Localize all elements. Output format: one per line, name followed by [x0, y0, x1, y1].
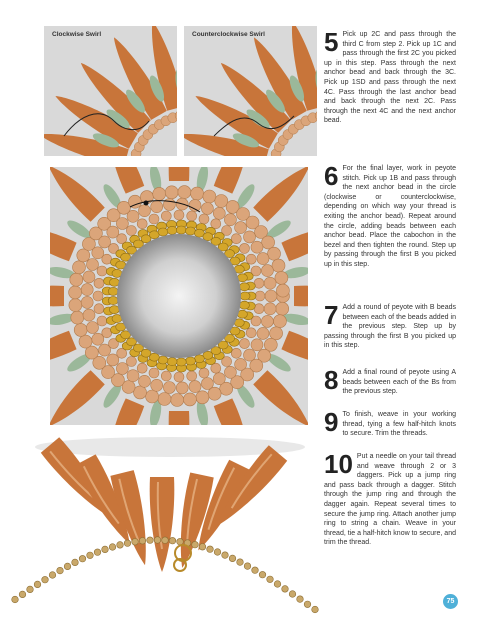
- chain-bead: [34, 581, 41, 588]
- bead: [276, 302, 289, 315]
- step-number: 6: [324, 161, 339, 191]
- bead: [261, 315, 273, 327]
- step-9: [324, 407, 456, 439]
- cabochon: [117, 234, 241, 358]
- chain-bead: [312, 606, 319, 613]
- bead: [94, 304, 104, 314]
- dagger: [169, 411, 190, 425]
- step-text: Add a final round of peyote using A beads between each of the Bs from the previous step.: [342, 369, 456, 396]
- chain-bead: [79, 555, 86, 562]
- gold-bead: [108, 287, 118, 295]
- bead: [203, 190, 216, 203]
- chain-bead: [102, 546, 109, 553]
- bead: [69, 286, 82, 299]
- bead: [199, 214, 209, 224]
- step-number: 8: [324, 365, 339, 395]
- bead: [183, 393, 196, 406]
- bead: [262, 236, 275, 249]
- bead: [74, 323, 87, 336]
- step-text: For the final layer, work in peyote stitch. Pick up 1B and pass through the next anchor bead in the circle (clockwise or counterclockwise, depending on which way your thread is exiting the anchor bead). Repeat around the circle, adding beads between each anchor bead. Place the cabochon in the bezel and then tighten the round. Step up by passing through the first B you picked up in this step.: [324, 165, 456, 268]
- bead: [213, 207, 225, 219]
- bead: [83, 271, 95, 283]
- gold-bead: [167, 226, 177, 234]
- chain-bead: [147, 537, 154, 544]
- bead: [151, 201, 163, 213]
- chain-bead: [214, 549, 221, 556]
- bead: [171, 394, 184, 407]
- bead: [276, 284, 289, 297]
- chain-bead: [132, 539, 139, 546]
- bead: [224, 214, 236, 226]
- bead: [235, 222, 247, 234]
- bead: [97, 266, 107, 276]
- chain-bead: [162, 537, 169, 544]
- bead: [187, 211, 197, 221]
- bead: [270, 327, 283, 340]
- bead: [70, 273, 83, 286]
- bead: [246, 328, 256, 338]
- bead: [137, 219, 147, 229]
- bead: [213, 373, 225, 385]
- bead: [137, 363, 147, 373]
- gold-bead: [167, 358, 177, 366]
- bead: [69, 299, 82, 312]
- chain-bead: [94, 549, 101, 556]
- bezel-illustration-panel: [50, 167, 308, 425]
- bead: [176, 382, 188, 394]
- step-10: [324, 449, 456, 548]
- bead: [174, 372, 184, 382]
- bead: [163, 382, 175, 394]
- chain-bead: [207, 546, 214, 553]
- bead: [199, 368, 209, 378]
- clockwise-label: Clockwise Swirl: [52, 31, 102, 38]
- chain-bead: [57, 567, 64, 574]
- bead: [251, 339, 263, 351]
- chain-bead: [109, 544, 116, 551]
- bead: [189, 381, 201, 393]
- chain-bead: [282, 586, 289, 593]
- bead: [126, 226, 136, 236]
- step-number: 10: [324, 449, 353, 479]
- bead: [73, 261, 86, 274]
- dagger: [150, 477, 175, 572]
- bead: [265, 290, 277, 302]
- chain-bead: [169, 537, 176, 544]
- bead: [77, 249, 90, 262]
- clockwise-swirl-panel: [44, 26, 177, 156]
- bead: [71, 311, 84, 324]
- dagger: [50, 286, 64, 307]
- gold-bead: [239, 301, 249, 309]
- counterclockwise-swirl-panel: [184, 26, 317, 156]
- gold-bead: [240, 292, 250, 300]
- chain-bead: [19, 591, 26, 598]
- chain-bead: [222, 552, 229, 559]
- bead: [275, 271, 288, 284]
- bead: [153, 187, 166, 200]
- chain-bead: [297, 596, 304, 603]
- chain-bead: [192, 541, 199, 548]
- chain-bead: [12, 596, 19, 603]
- step-7: [324, 300, 456, 351]
- counterclockwise-swirl-illustration: [184, 26, 317, 156]
- chain-bead: [252, 567, 259, 574]
- chain-bead: [117, 542, 124, 549]
- bezel-illustration: [50, 167, 308, 425]
- bead: [87, 322, 99, 334]
- bead: [146, 390, 159, 403]
- step-text: Pick up 2C and pass through the third C from step 2. Pick up 1C and pass through the first 2C you picked up in this step. Pass through the next anchor bead and back through the 3C. Pick up 1SD and pass through the next 4C. Pass through the last anchor bead and back through the next 2C. Pass through the next 4C and the next anchor bead.: [324, 31, 456, 125]
- step-number: 7: [324, 300, 339, 330]
- chain-bead: [154, 537, 161, 544]
- dagger: [294, 286, 308, 307]
- bead: [158, 393, 171, 406]
- step-number: 9: [324, 407, 339, 437]
- bead: [201, 203, 213, 215]
- clockwise-swirl-illustration: [44, 26, 177, 156]
- bead: [87, 259, 99, 271]
- bead: [127, 210, 139, 222]
- chain-bead: [87, 552, 94, 559]
- bead: [246, 254, 256, 264]
- gold-bead: [108, 297, 118, 305]
- bead: [94, 278, 104, 288]
- chain-bead: [304, 601, 311, 608]
- bead: [273, 315, 286, 328]
- bead: [93, 291, 103, 301]
- chain-bead: [267, 576, 274, 583]
- gold-bead: [109, 278, 119, 286]
- gold-bead: [186, 357, 196, 365]
- chain-bead: [274, 581, 281, 588]
- chain-bead: [27, 586, 34, 593]
- bead: [139, 205, 151, 217]
- chain-bead: [124, 540, 131, 547]
- bead: [257, 253, 269, 265]
- bead: [149, 214, 159, 224]
- bead: [255, 291, 265, 301]
- bead: [163, 199, 175, 211]
- step-text: Add a round of peyote with B beads between each of the beads added in the previous step. Step up by passing through the first B you picked up in this step.: [324, 304, 456, 350]
- chain-bead: [244, 563, 251, 570]
- bead: [251, 241, 263, 253]
- bead: [116, 218, 128, 230]
- step-text: Put a needle on your tail thread and weave through 2 or 3 daggers. Pick up a jump ring and pass back through a dagger. Stitch through the jump ring and through the dagger again. Repeat several times to secure the jump ring. Attach another jump ring to string a chain. Weave in your thread, tie a half-hitch know to secure, and trim the thread.: [324, 453, 456, 547]
- bead: [161, 371, 171, 381]
- bead: [151, 379, 163, 391]
- chain-bead: [237, 559, 244, 566]
- bead: [81, 284, 93, 296]
- gold-bead: [176, 358, 186, 366]
- chain-bead: [177, 538, 184, 545]
- bead: [161, 211, 171, 221]
- dagger-fan-illustration: [10, 435, 320, 615]
- chain-bead: [49, 572, 56, 579]
- bead: [268, 247, 281, 260]
- bead: [215, 195, 228, 208]
- chain-bead: [64, 563, 71, 570]
- chain-bead: [199, 544, 206, 551]
- bead: [187, 371, 197, 381]
- bead: [116, 363, 128, 375]
- bead: [240, 243, 250, 253]
- bead: [97, 316, 107, 326]
- chain-bead: [289, 591, 296, 598]
- bead: [191, 187, 204, 200]
- bead: [231, 234, 241, 244]
- counterclockwise-label: Counterclockwise Swirl: [192, 31, 265, 38]
- step-8: [324, 365, 456, 397]
- bead: [149, 368, 159, 378]
- bead: [264, 277, 276, 289]
- chain-bead: [42, 576, 49, 583]
- page-number: 75: [443, 594, 458, 609]
- chain-bead: [259, 571, 266, 578]
- bead: [231, 348, 241, 358]
- bead: [165, 186, 178, 199]
- bead: [196, 391, 209, 404]
- bead: [272, 259, 285, 272]
- bead: [244, 349, 256, 361]
- bead: [139, 375, 151, 387]
- gold-bead: [158, 228, 168, 236]
- bead: [264, 303, 276, 315]
- bead: [244, 231, 256, 243]
- bead: [178, 186, 191, 199]
- chain-bead: [139, 538, 146, 545]
- step-5: [324, 27, 456, 126]
- step-text: To finish, weave in your working thread, tying a few half-hitch knots to secure. Trim the threads.: [342, 411, 456, 438]
- bead: [81, 296, 93, 308]
- gold-bead: [194, 355, 204, 363]
- bead: [224, 366, 236, 378]
- bead: [201, 378, 213, 390]
- dagger: [169, 167, 190, 181]
- bead: [257, 327, 269, 339]
- chain-bead: [72, 559, 79, 566]
- bead: [261, 265, 273, 277]
- step-number: 5: [324, 27, 339, 57]
- bead: [127, 370, 139, 382]
- gold-bead: [176, 226, 186, 234]
- chain-bead: [229, 555, 236, 562]
- step-6: [324, 161, 456, 270]
- gold-bead: [239, 283, 249, 291]
- bead: [79, 335, 92, 348]
- bead: [134, 386, 147, 399]
- gold-bead: [186, 227, 196, 235]
- gold-bead: [109, 306, 119, 314]
- bead: [235, 358, 247, 370]
- bead: [240, 339, 250, 349]
- bead: [126, 357, 136, 367]
- bead: [174, 210, 184, 220]
- bead: [83, 309, 95, 321]
